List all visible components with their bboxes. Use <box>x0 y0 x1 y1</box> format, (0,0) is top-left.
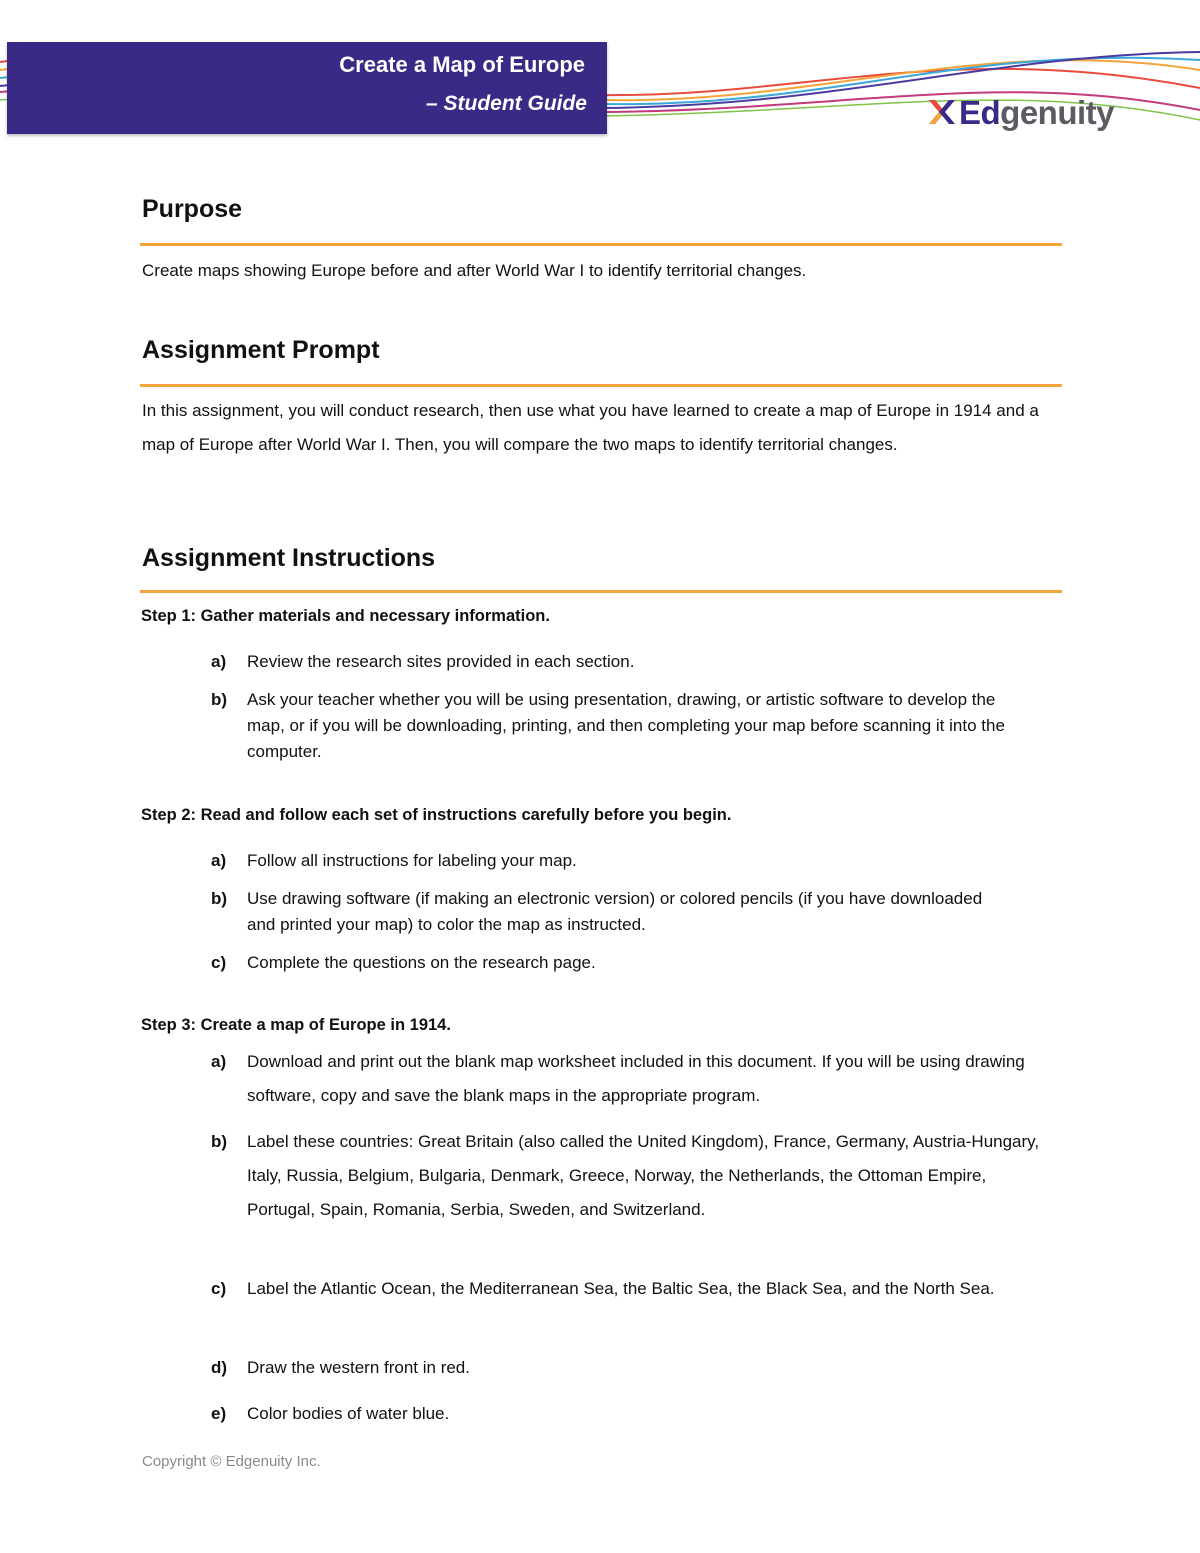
purpose-heading: Purpose <box>142 195 243 223</box>
list-item-text: Download and print out the blank map worksheet included in this document. If you will be using drawing software, copy and save the blank maps in the appropriate program. <box>247 1052 1025 1105</box>
step-3-item-a <box>211 1045 1061 1113</box>
list-item-text: Review the research sites provided in each section. <box>247 652 635 671</box>
section-divider <box>140 590 1062 593</box>
step-1-item-b <box>211 687 1061 765</box>
section-divider <box>140 384 1062 387</box>
copyright-footer: Copyright © Edgenuity Inc. <box>142 1453 321 1470</box>
title-box <box>7 42 607 134</box>
step-3-heading: Step 3: Create a map of Europe in 1914. <box>141 1016 451 1034</box>
logo-wordmark <box>959 93 1115 131</box>
step-3-item-c <box>211 1272 1061 1306</box>
step-2-item-a <box>211 848 1061 874</box>
step-3-item-e <box>211 1397 1061 1431</box>
edgenuity-x-logo-icon <box>926 96 958 128</box>
list-marker: d) <box>211 1358 228 1377</box>
assignment-prompt-text: In this assignment, you will conduct research, then use what you have learned to create a map of Europe in 1914 and a map of Europe after World War I. Then, you will compare the two maps to identify territorial changes. <box>142 401 1039 454</box>
list-item-text: Ask your teacher whether you will be using presentation, drawing, or artistic software to develop the map, or if you will be downloading, printing, and then completing your map before scanning it into the computer. <box>247 690 1005 761</box>
list-marker: b) <box>211 690 228 709</box>
list-item-text: Draw the western front in red. <box>247 1358 470 1377</box>
step-2-heading: Step 2: Read and follow each set of instructions carefully before you begin. <box>141 806 732 824</box>
list-marker: b) <box>211 1132 228 1151</box>
logo-text-genuity: genuity <box>1000 93 1115 131</box>
list-marker: a) <box>211 652 227 671</box>
step-1-heading: Step 1: Gather materials and necessary information. <box>141 607 550 625</box>
assignment-instructions-heading: Assignment Instructions <box>142 544 436 572</box>
logo-text-ed: Ed <box>959 93 1001 131</box>
step-3-item-b <box>211 1125 1061 1227</box>
document-title: Create a Map of Europe <box>339 52 585 77</box>
list-marker: c) <box>211 953 227 972</box>
assignment-prompt-heading: Assignment Prompt <box>142 336 380 364</box>
list-marker: a) <box>211 1052 227 1071</box>
document-subtitle: – Student Guide <box>425 92 587 115</box>
list-marker: c) <box>211 1279 227 1298</box>
list-item-text: Follow all instructions for labeling your map. <box>247 851 577 870</box>
header-band <box>0 0 1200 160</box>
step-1-item-a <box>211 649 1061 675</box>
step-2-item-b <box>211 886 1061 938</box>
step-3-item-d <box>211 1351 1061 1385</box>
edgenuity-logo <box>926 92 1114 132</box>
list-item-text: Label these countries: Great Britain (also called the United Kingdom), France, Germany, Austria-Hungary, Italy, Russia, Belgium, Bulgaria, Denmark, Greece, Norway, the Netherlands, the Ottoman Empire, Portugal, Spain, Romania, Serbia, Sweden, and Switzerland. <box>247 1132 1040 1219</box>
step-2-item-c <box>211 950 1061 976</box>
purpose-text: Create maps showing Europe before and after World War I to identify territorial changes. <box>142 261 807 280</box>
list-item-text: Label the Atlantic Ocean, the Mediterranean Sea, the Baltic Sea, the Black Sea, and the North Sea. <box>247 1279 995 1298</box>
list-marker: b) <box>211 889 228 908</box>
list-item-text: Color bodies of water blue. <box>247 1404 450 1423</box>
section-divider <box>140 243 1062 246</box>
list-marker: a) <box>211 851 227 870</box>
list-item-text: Complete the questions on the research page. <box>247 953 596 972</box>
list-item-text: Use drawing software (if making an electronic version) or colored pencils (if you have downloaded and printed your map) to color the map as instructed. <box>247 889 983 934</box>
list-marker: e) <box>211 1404 227 1423</box>
